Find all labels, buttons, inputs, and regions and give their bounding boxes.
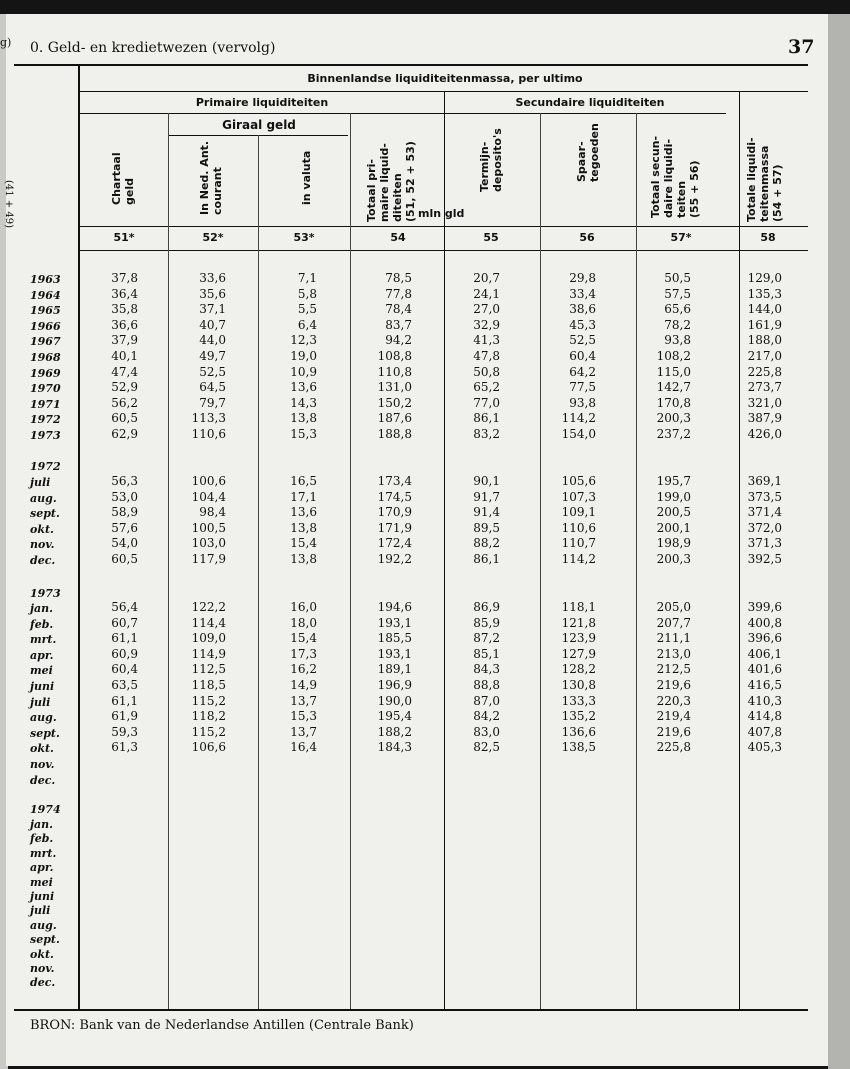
table-cell: 416,5: [747, 678, 782, 692]
table-cell: 18,0: [290, 615, 317, 630]
table-cell: 36,4: [111, 286, 138, 301]
row-label: mei: [30, 664, 53, 678]
table-cell: 121,8: [561, 615, 596, 630]
row-label: jan.: [30, 602, 53, 615]
table-cell: 57,6: [111, 520, 138, 535]
table-cell: 14,3: [290, 395, 317, 410]
table-cell: 60,9: [111, 646, 138, 661]
table-cell: 405,3: [747, 740, 782, 755]
table-cell: 131,0: [377, 380, 412, 395]
table-cell: 65,6: [664, 302, 691, 317]
table-cell: 90,1: [473, 474, 500, 488]
table-cell: 91,7: [473, 489, 500, 504]
table-cell: 15,3: [290, 427, 317, 441]
row-label: nov.: [30, 538, 55, 552]
table-cell: 185,5: [377, 631, 412, 646]
table-cell: 16,0: [290, 600, 317, 614]
table-cell: 110,7: [561, 536, 596, 551]
table-cell: 128,2: [561, 662, 596, 677]
table-cell: 130,8: [561, 678, 596, 692]
table-cell: 187,6: [377, 411, 412, 426]
table-cell: 217,0: [747, 349, 782, 363]
table-cell: 13,8: [290, 520, 317, 535]
table-cell: 93,8: [664, 333, 691, 348]
row-label: apr.: [30, 861, 54, 875]
row-label: dec.: [30, 554, 56, 567]
table-cell: 129,0: [747, 271, 782, 285]
table-cell: 410,3: [747, 693, 782, 708]
table-cell: 60,4: [569, 349, 596, 363]
table-cell: 195,4: [377, 709, 412, 724]
table-cell: 54,0: [111, 536, 138, 551]
table-cell: 87,0: [473, 693, 500, 708]
table-cell: 115,2: [191, 693, 226, 708]
row-label: juni: [30, 680, 55, 693]
table-cell: 64,5: [199, 380, 226, 395]
table-cell: 400,8: [747, 615, 782, 630]
table-cell: 94,2: [385, 333, 412, 348]
table-cell: 144,0: [747, 302, 782, 317]
table-cell: 172,4: [377, 536, 412, 551]
bottom-rule: [14, 1009, 808, 1011]
group-secondary-header: Secundaire liquiditeiten: [515, 96, 665, 109]
table-cell: 98,4: [199, 505, 226, 520]
row-label: sept.: [30, 933, 60, 947]
table-cell: 58,9: [111, 505, 138, 520]
table-cell: 211,1: [656, 631, 691, 646]
table-cell: 122,2: [191, 600, 226, 614]
subgroup-rule: [80, 113, 726, 114]
table-cell: 32,9: [473, 317, 500, 332]
table-cell: 110,6: [561, 520, 596, 535]
table-cell: 5,5: [297, 302, 317, 317]
table-cell: 77,0: [473, 395, 500, 410]
table-cell: 16,4: [290, 740, 317, 755]
table-cell: 61,1: [111, 693, 138, 708]
table-cell: 37,1: [199, 302, 226, 317]
table-cell: 44,0: [199, 333, 226, 348]
table-cell: 33,4: [569, 286, 596, 301]
table-cell: 61,9: [111, 709, 138, 724]
table-cell: 114,2: [561, 411, 596, 426]
group-giraal-header: Giraal geld: [222, 118, 296, 132]
table-cell: 17,1: [290, 489, 317, 504]
table-cell: 37,8: [111, 271, 138, 285]
table-cell: 114,2: [561, 552, 596, 566]
table-cell: 109,1: [561, 505, 596, 520]
table-cell: 112,5: [191, 662, 226, 677]
table-cell: 50,5: [664, 271, 691, 285]
margin-rotated-fragment: (41 + 49): [3, 180, 14, 228]
col-header-totaal-secundair: Totaal secun- daire liquidi- teiten (55 + 56): [649, 135, 701, 218]
table-cell: 173,4: [377, 474, 412, 488]
table-cell: 56,2: [111, 395, 138, 410]
table-cell: 108,2: [656, 349, 691, 363]
table-cell: 62,9: [111, 427, 138, 441]
row-label: 1964: [30, 288, 61, 302]
table-cell: 109,0: [191, 631, 226, 646]
table-cell: 213,0: [656, 646, 691, 661]
table-cell: 135,2: [561, 709, 596, 724]
row-label: 1971: [30, 397, 61, 411]
row-label: feb.: [30, 832, 54, 846]
table-cell: 114,4: [191, 615, 226, 630]
table-cell: 79,7: [199, 395, 226, 410]
table-cell: 49,7: [199, 349, 226, 363]
table-cell: 60,7: [111, 615, 138, 630]
group-main-header: Binnenlandse liquiditeitenmassa, per ultimo: [307, 72, 583, 85]
table-cell: 13,7: [290, 724, 317, 739]
table-cell: 118,5: [191, 678, 226, 692]
table-cell: 225,8: [747, 364, 782, 379]
table-cell: 6,4: [297, 317, 317, 332]
table-cell: 50,8: [473, 364, 500, 379]
table-cell: 100,5: [191, 520, 226, 535]
table-cell: 219,6: [656, 724, 691, 739]
table-cell: 118,2: [191, 709, 226, 724]
table-cell: 15,3: [290, 709, 317, 724]
table-cell: 220,3: [656, 693, 691, 708]
table-cell: 225,8: [656, 740, 691, 755]
table-cell: 37,9: [111, 333, 138, 348]
table-cell: 16,2: [290, 662, 317, 677]
table-cell: 174,5: [377, 489, 412, 504]
table-cell: 371,3: [747, 536, 782, 551]
table-cell: 113,3: [191, 411, 226, 426]
table-cell: 60,4: [111, 662, 138, 677]
table-cell: 194,6: [377, 600, 412, 614]
table-cell: 127,9: [561, 646, 596, 661]
table-cell: 63,5: [111, 678, 138, 692]
row-label: 1973: [30, 429, 61, 442]
table-cell: 12,3: [290, 333, 317, 348]
table-cell: 78,2: [664, 317, 691, 332]
col-line: [350, 113, 351, 1009]
table-cell: 107,3: [561, 489, 596, 504]
table-cell: 200,1: [656, 520, 691, 535]
table-cell: 200,3: [656, 411, 691, 426]
table-cell: 133,3: [561, 693, 596, 708]
table-cell: 161,9: [747, 317, 782, 332]
row-label: okt.: [30, 522, 54, 536]
table-cell: 27,0: [473, 302, 500, 317]
table-cell: 219,4: [656, 709, 691, 724]
table-cell: 83,0: [473, 724, 500, 739]
table-cell: 13,6: [290, 380, 317, 395]
table-cell: 41,3: [473, 333, 500, 348]
col-header-termijn: Termijn- deposito's: [478, 128, 504, 192]
table-cell: 84,3: [473, 662, 500, 677]
table-cell: 212,5: [656, 662, 691, 677]
table-cell: 106,6: [191, 740, 226, 755]
row-label: 1972: [30, 413, 61, 427]
table-cell: 13,8: [290, 552, 317, 566]
row-label: sept.: [30, 726, 60, 740]
table-cell: 170,9: [377, 505, 412, 520]
table-cell: 387,9: [747, 411, 782, 426]
table-cell: 117,9: [191, 552, 226, 566]
table-cell: 207,7: [656, 615, 691, 630]
table-cell: 100,6: [191, 474, 226, 488]
table-cell: 192,2: [377, 552, 412, 566]
column-number: 57*: [670, 231, 692, 244]
col-header-courant: In Ned. Ant. courant: [198, 140, 224, 215]
table-cell: 15,4: [290, 536, 317, 551]
table-cell: 193,1: [377, 615, 412, 630]
table-cell: 85,1: [473, 646, 500, 661]
table-cell: 86,9: [473, 600, 500, 614]
table-cell: 105,6: [561, 474, 596, 488]
group-primary-header: Primaire liquiditeiten: [195, 96, 329, 109]
table-cell: 64,2: [569, 364, 596, 379]
table-cell: 195,7: [656, 474, 691, 488]
table-cell: 60,5: [111, 411, 138, 426]
table-cell: 205,0: [656, 600, 691, 614]
table-cell: 47,4: [111, 364, 138, 379]
table-cell: 45,3: [569, 317, 596, 332]
table-cell: 219,6: [656, 678, 691, 692]
table-cell: 35,8: [111, 302, 138, 317]
table-cell: 115,2: [191, 724, 226, 739]
table-cell: 15,4: [290, 631, 317, 646]
col-header-chartaal: Chartaal geld: [110, 152, 136, 205]
table-cell: 372,0: [747, 520, 782, 535]
table-cell: 114,9: [191, 646, 226, 661]
row-label: 1970: [30, 382, 61, 396]
table-cell: 407,8: [747, 724, 782, 739]
row-label: apr.: [30, 648, 54, 662]
table-cell: 19,0: [290, 349, 317, 363]
row-label: juli: [30, 476, 51, 489]
column-number: 58: [760, 231, 776, 244]
row-label: 1973: [30, 587, 61, 600]
row-label: okt.: [30, 947, 54, 961]
source-note: BRON: Bank van de Nederlandse Antillen (Centrale Bank): [30, 1018, 414, 1033]
table-cell: 170,8: [656, 395, 691, 410]
table-cell: 200,3: [656, 552, 691, 566]
table-cell: 40,7: [199, 317, 226, 332]
table-cell: 396,6: [747, 631, 782, 646]
table-cell: 110,6: [191, 427, 226, 441]
table-cell: 16,5: [290, 474, 317, 488]
table-cell: 83,2: [473, 427, 500, 441]
table-cell: 406,1: [747, 646, 782, 661]
col-line: [258, 135, 259, 1009]
column-number: 55: [483, 231, 499, 244]
row-label: mei: [30, 875, 53, 889]
table-cell: 56,4: [111, 600, 138, 614]
table-cell: 86,1: [473, 552, 500, 566]
row-label: 1965: [30, 304, 61, 318]
table-cell: 200,5: [656, 505, 691, 520]
row-label: 1963: [30, 273, 61, 286]
table-cell: 392,5: [747, 552, 782, 566]
table-cell: 373,5: [747, 489, 782, 504]
table-cell: 86,1: [473, 411, 500, 426]
table-cell: 60,5: [111, 552, 138, 566]
table-cell: 88,2: [473, 536, 500, 551]
table-cell: 57,5: [664, 286, 691, 301]
column-number: 52*: [202, 231, 224, 244]
table-cell: 138,5: [561, 740, 596, 755]
right-page-edge: [828, 14, 850, 1069]
table-cell: 123,9: [561, 631, 596, 646]
table-cell: 103,0: [191, 536, 226, 551]
row-label: juni: [30, 890, 55, 903]
row-label: feb.: [30, 617, 54, 631]
table-cell: 13,7: [290, 693, 317, 708]
column-number: 53*: [293, 231, 315, 244]
table-cell: 371,4: [747, 505, 782, 520]
table-cell: 196,9: [377, 678, 412, 692]
unit-label: mln gld: [418, 207, 465, 220]
table-cell: 38,6: [569, 302, 596, 317]
column-number: 54: [390, 231, 406, 244]
table-cell: 14,9: [290, 678, 317, 692]
table-cell: 85,9: [473, 615, 500, 630]
table-cell: 88,8: [473, 678, 500, 692]
column-number: 56: [579, 231, 595, 244]
row-label: juli: [30, 695, 51, 709]
col-header-valuta: in valuta: [300, 150, 313, 205]
table-cell: 33,6: [199, 271, 226, 285]
table-cell: 184,3: [377, 740, 412, 755]
table-cell: 190,0: [377, 693, 412, 708]
table-cell: 189,1: [377, 662, 412, 677]
row-label: nov.: [30, 758, 55, 771]
table-cell: 20,7: [473, 271, 500, 285]
table-cell: 35,6: [199, 286, 226, 301]
table-cell: 237,2: [656, 427, 691, 441]
table-cell: 193,1: [377, 646, 412, 661]
row-label: aug.: [30, 711, 57, 725]
table-cell: 7,1: [297, 271, 317, 285]
row-label: sept.: [30, 507, 60, 521]
table-cell: 13,8: [290, 411, 317, 426]
table-cell: 89,5: [473, 520, 500, 535]
row-label: nov.: [30, 962, 55, 975]
table-cell: 110,8: [377, 364, 412, 379]
table-cell: 154,0: [561, 427, 596, 441]
table-cell: 78,5: [385, 271, 412, 285]
row-label: dec.: [30, 773, 56, 787]
page-number: 37: [788, 36, 815, 58]
row-label: mrt.: [30, 846, 57, 860]
table-cell: 118,1: [561, 600, 596, 614]
table-cell: 56,3: [111, 474, 138, 488]
table-cell: 10,9: [290, 364, 317, 379]
table-cell: 273,7: [747, 380, 782, 395]
row-label: mrt.: [30, 633, 57, 647]
table-cell: 142,7: [656, 380, 691, 395]
table-cell: 426,0: [747, 427, 782, 441]
table-cell: 401,6: [747, 662, 782, 677]
table-cell: 369,1: [747, 474, 782, 488]
row-label: aug.: [30, 918, 57, 932]
top-rule: [14, 64, 808, 66]
table-cell: 59,3: [111, 724, 138, 739]
table-cell: 150,2: [377, 395, 412, 410]
table-cell: 198,9: [656, 536, 691, 551]
row-label: okt.: [30, 742, 54, 756]
table-cell: 414,8: [747, 709, 782, 724]
table-cell: 65,2: [473, 380, 500, 395]
row-label: aug.: [30, 491, 57, 505]
table-cell: 135,3: [747, 286, 782, 301]
table-cell: 61,3: [111, 740, 138, 755]
table-cell: 136,6: [561, 724, 596, 739]
table-cell: 13,6: [290, 505, 317, 520]
table-cell: 36,6: [111, 317, 138, 332]
table-cell: 24,1: [473, 286, 500, 301]
table-cell: 17,3: [290, 646, 317, 661]
row-label: 1966: [30, 319, 61, 333]
table-cell: 78,4: [385, 302, 412, 317]
row-label: dec.: [30, 976, 56, 990]
row-label: 1969: [30, 366, 61, 380]
row-label: juli: [30, 904, 51, 918]
row-label: 1968: [30, 351, 61, 364]
col-header-totaal-primair: Totaal pri- maire liquid- diteiten (51, 52 + 53): [365, 141, 417, 222]
table-cell: 399,6: [747, 600, 782, 614]
table-cell: 84,2: [473, 709, 500, 724]
table-cell: 47,8: [473, 349, 500, 363]
table-cell: 52,5: [199, 364, 226, 379]
table-cell: 87,2: [473, 631, 500, 646]
table-cell: 29,8: [569, 271, 596, 285]
table-cell: 52,9: [111, 380, 138, 395]
table-cell: 93,8: [569, 395, 596, 410]
table-cell: 199,0: [656, 489, 691, 504]
table-cell: 188,8: [377, 427, 412, 441]
table-cell: 83,7: [385, 317, 412, 332]
table-cell: 188,2: [377, 724, 412, 739]
col-header-totaal-liquiditeit: Totale liquidi- teitenmassa (54 + 57): [745, 137, 784, 222]
table-cell: 77,5: [569, 380, 596, 395]
table-cell: 91,4: [473, 505, 500, 520]
row-label: 1974: [30, 803, 61, 816]
table-cell: 171,9: [377, 520, 412, 535]
table-cell: 52,5: [569, 333, 596, 348]
table-cell: 77,8: [385, 286, 412, 301]
col-header-spaar: Spaar- tegoeden: [575, 123, 601, 182]
row-label: 1972: [30, 460, 61, 473]
margin-fragment: g): [0, 36, 12, 49]
row-label: 1967: [30, 335, 61, 349]
table-cell: 104,4: [191, 489, 226, 504]
table-cell: 188,0: [747, 333, 782, 348]
table-cell: 82,5: [473, 740, 500, 755]
table-cell: 321,0: [747, 395, 782, 410]
page-title: 0. Geld- en kredietwezen (vervolg): [30, 40, 276, 56]
table-cell: 5,8: [297, 286, 317, 301]
table-cell: 108,8: [377, 349, 412, 363]
row-label: jan.: [30, 818, 53, 831]
column-number: 51*: [113, 231, 135, 244]
table-cell: 61,1: [111, 631, 138, 646]
table-cell: 115,0: [656, 364, 691, 379]
table-cell: 53,0: [111, 489, 138, 504]
table-cell: 40,1: [111, 349, 138, 363]
